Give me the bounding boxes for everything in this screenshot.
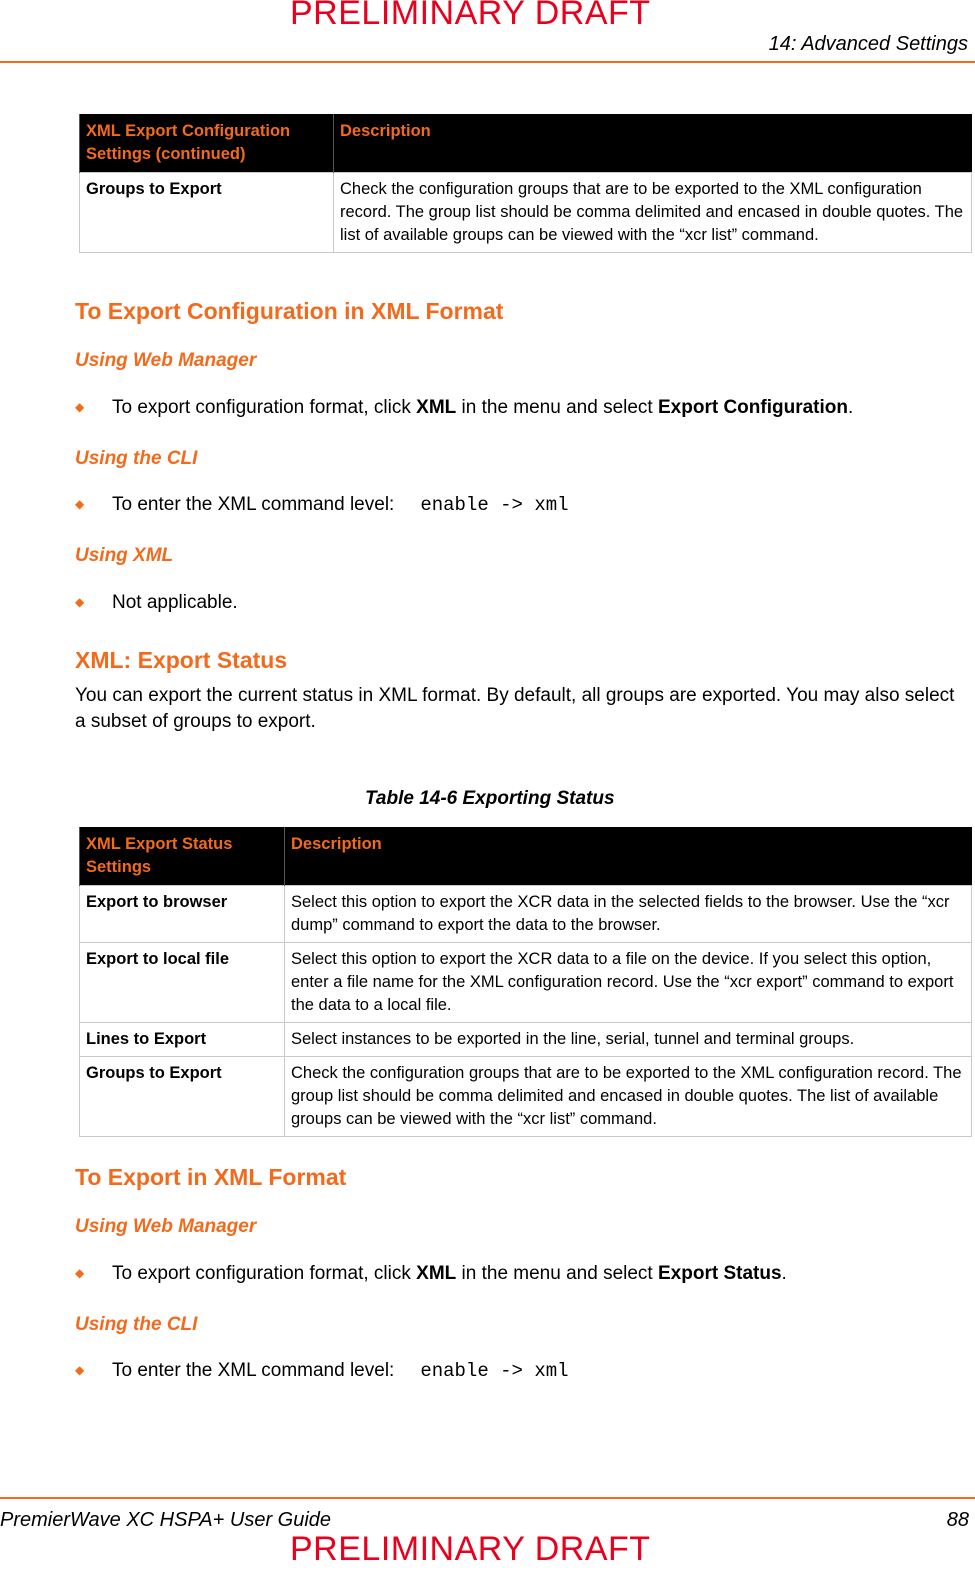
instruction-text: To enter the XML command level: xyxy=(112,494,395,515)
subheading-cli: Using the CLI xyxy=(75,448,198,469)
section-title: XML: Export Status xyxy=(75,647,288,673)
subheading-cli: Using the CLI xyxy=(75,1314,198,1335)
table-row xyxy=(80,173,972,253)
diamond-bullet-icon: ◆ xyxy=(75,595,85,609)
chapter-title: 14: Advanced Settings xyxy=(768,33,968,55)
setting-name: Groups to Export xyxy=(80,1057,285,1137)
table-caption: Table 14-6 Exporting Status xyxy=(365,788,615,809)
setting-description: Select this option to export the XCR data in the selected fields to the browser. Use the “xcr dump” command to export the data to the browser. xyxy=(285,886,972,943)
column-header-description: Description xyxy=(334,114,972,173)
instruction-text: To export configuration format, click xyxy=(112,1263,417,1284)
setting-description: Check the configuration groups that are to be exported to the XML configuration record. The group list should be comma delimited and encased in double quotes. The list of available groups can be viewed with the “xcr list” command. xyxy=(334,173,972,253)
menu-name: XML xyxy=(416,1263,457,1284)
list-item xyxy=(75,592,238,614)
menu-item-name: Export Configuration xyxy=(658,397,848,418)
instruction-text: Not applicable. xyxy=(112,592,238,613)
footer-rule xyxy=(0,1497,975,1499)
diamond-bullet-icon: ◆ xyxy=(75,497,85,511)
section-title: To Export Configuration in XML Format xyxy=(75,298,504,324)
cli-command: enable -> xml xyxy=(420,494,569,516)
setting-description: Select instances to be exported in the line, serial, tunnel and terminal groups. xyxy=(285,1023,972,1057)
list-item xyxy=(75,494,569,516)
subheading-xml: Using XML xyxy=(75,545,174,566)
instruction-text: To enter the XML command level: xyxy=(112,1360,395,1381)
diamond-bullet-icon: ◆ xyxy=(75,1363,85,1377)
section-title: To Export in XML Format xyxy=(75,1164,347,1190)
diamond-bullet-icon: ◆ xyxy=(75,1266,85,1280)
header-rule xyxy=(0,61,975,63)
cli-command: enable -> xml xyxy=(420,1360,569,1382)
diamond-bullet-icon: ◆ xyxy=(75,400,85,414)
instruction-text: . xyxy=(781,1263,787,1284)
status-settings-table xyxy=(79,827,972,1137)
draft-watermark-top: PRELIMINARY DRAFT xyxy=(290,0,651,32)
page-number: 88 xyxy=(946,1509,969,1531)
footer-title: PremierWave XC HSPA+ User Guide xyxy=(0,1509,332,1531)
instruction-text: To export configuration format, click xyxy=(112,397,417,418)
instruction-text: in the menu and select xyxy=(456,1263,658,1284)
table-row xyxy=(80,943,972,1023)
table-header-row xyxy=(80,827,972,886)
instruction-text: . xyxy=(847,397,854,418)
list-item xyxy=(75,1360,569,1382)
table-row xyxy=(80,1057,972,1137)
table-row xyxy=(80,1023,972,1057)
table-row xyxy=(80,886,972,943)
menu-name: XML xyxy=(416,397,457,418)
column-header-setting: XML Export Configuration Settings (continued) xyxy=(80,114,334,173)
subheading-web-manager: Using Web Manager xyxy=(75,1216,257,1237)
column-header-description: Description xyxy=(285,827,972,886)
setting-description: Select this option to export the XCR data to a file on the device. If you select this option, enter a file name for the XML configuration record. Use the “xcr export” command to export the data to a local file. xyxy=(285,943,972,1023)
column-header-setting: XML Export Status Settings xyxy=(80,827,285,886)
table-header-row xyxy=(80,114,972,173)
instruction-text: in the menu and select xyxy=(456,397,658,418)
setting-description: Check the configuration groups that are to be exported to the XML configuration record. The group list should be comma delimited and encased in double quotes. The list of available groups can be viewed with the “xcr list” command. xyxy=(285,1057,972,1137)
subheading-web-manager: Using Web Manager xyxy=(75,350,257,371)
setting-name: Export to local file xyxy=(80,943,285,1023)
setting-name: Groups to Export xyxy=(80,173,334,253)
list-item xyxy=(75,397,853,419)
menu-item-name: Export Status xyxy=(658,1263,782,1284)
setting-name: Export to browser xyxy=(80,886,285,943)
draft-watermark-bottom: PRELIMINARY DRAFT xyxy=(290,1530,651,1568)
list-item xyxy=(75,1263,787,1285)
setting-name: Lines to Export xyxy=(80,1023,285,1057)
section-paragraph: You can export the current status in XML format. By default, all groups are exported. You may also select a subset of groups to export. xyxy=(75,685,955,732)
config-settings-table xyxy=(79,114,972,253)
